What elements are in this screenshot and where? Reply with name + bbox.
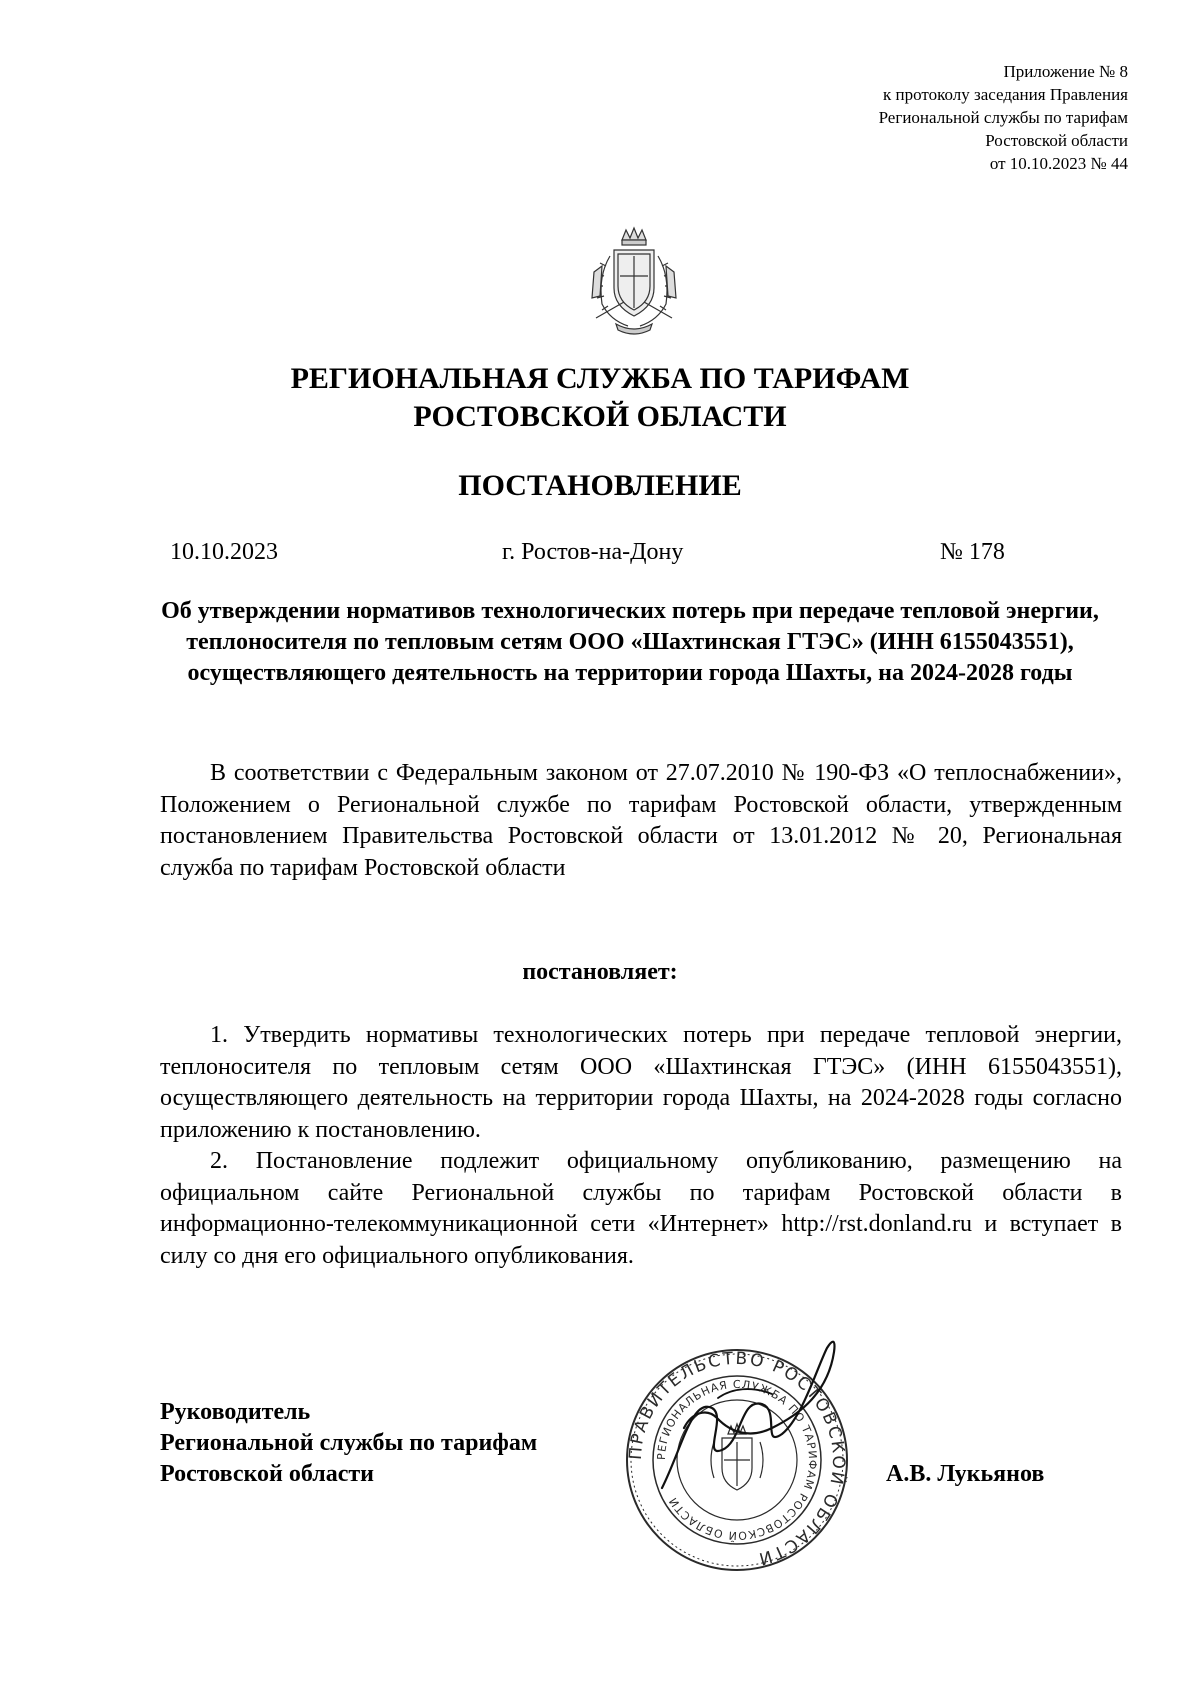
seal-inner-text: РЕГИОНАЛЬНАЯ СЛУЖБА ПО ТАРИФАМ РОСТОВСКОЙ ОБЛАСТИ	[654, 1377, 820, 1543]
document-number: № 178	[940, 539, 1005, 565]
document-date: 10.10.2023	[170, 539, 278, 565]
document-city: г. Ростов-на-Дону	[502, 539, 684, 565]
document-title: Об утверждении нормативов технологических потерь при передаче тепловой энергии, теплоносителя по тепловым сетям ООО «Шахтинская ГТЭС» (ИНН 6155043551), осуществляющего деятельность на территории города Шахты, на 2024-2028 годы	[161, 598, 1099, 686]
signatory-name: А.В. Лукьянов	[886, 1461, 1045, 1487]
appendix-line: к протоколу заседания Правления	[883, 85, 1128, 104]
agency-name-line: РОСТОВСКОЙ ОБЛАСТИ	[413, 400, 787, 433]
coat-of-arms-icon	[584, 226, 684, 338]
official-seal-icon	[622, 1338, 852, 1576]
appendix-line: Региональной службы по тарифам	[878, 108, 1128, 127]
clause-1: 1. Утвердить нормативы технологических потерь при передаче тепловой энергии, теплоносителя по тепловым сетям ООО «Шахтинская ГТЭС» (ИНН 6155043551), осуществляющего деятельность на территории города Шахты, на 2024-2028 годы согласно приложению к постановлению.	[160, 1022, 1122, 1143]
appendix-line: от 10.10.2023 № 44	[989, 154, 1128, 173]
document-type: ПОСТАНОВЛЕНИЕ	[458, 469, 742, 502]
intro-paragraph: В соответствии с Федеральным законом от 27.07.2010 № 190-ФЗ «О теплоснабжении», Положением о Региональной службе по тарифам Ростовской области, утвержденным постановлением Правительства Ростовской области от 13.01.2012 № 20, Региональная служба по тарифам Ростовской области	[160, 760, 1122, 881]
agency-name-line: РЕГИОНАЛЬНАЯ СЛУЖБА ПО ТАРИФАМ	[290, 362, 910, 395]
signatory-position-line: Ростовской области	[160, 1461, 374, 1487]
clause-2: 2. Постановление подлежит официальному опубликованию, размещению на официальном сайте Региональной службы по тарифам Ростовской области в информационно-телекоммуникационной сети «Интернет» http://rst.donland.ru и вступает в силу со дня его официального опубликования.	[160, 1148, 1122, 1269]
appendix-note	[708, 60, 1128, 175]
agency-name	[0, 360, 1200, 436]
appendix-line: Приложение № 8	[1003, 62, 1128, 81]
signatory-position-line: Региональной службы по тарифам	[160, 1430, 538, 1456]
signatory-position-line: Руководитель	[160, 1399, 311, 1425]
seal-outer-text: ПРАВИТЕЛЬСТВО РОСТОВСКОЙ ОБЛАСТИ	[625, 1348, 849, 1569]
decree-word: постановляет:	[522, 959, 678, 985]
appendix-line: Ростовской области	[985, 131, 1128, 150]
signatory-position	[160, 1397, 537, 1490]
